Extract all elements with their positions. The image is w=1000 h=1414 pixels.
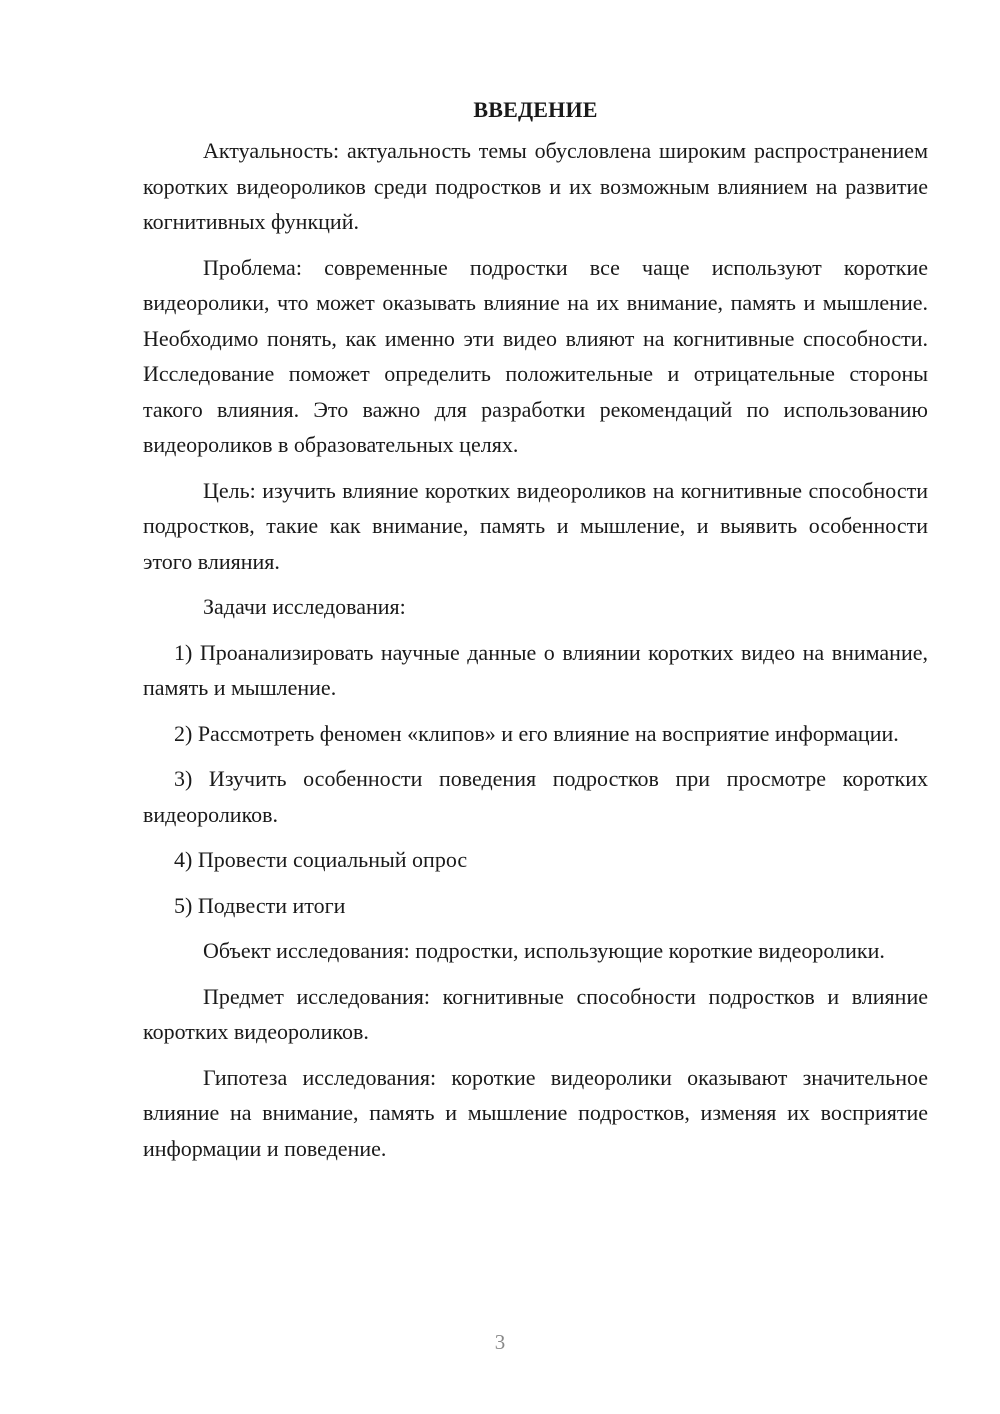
task-item-1: 1) Проанализировать научные данные о влиянии коротких видео на внимание, память и мышление. [143,639,928,700]
page-number: 3 [494,1330,506,1354]
section-title: ВВЕДЕНИЕ [473,97,598,122]
hypothesis-paragraph: Гипотеза исследования: короткие видеоролики оказывают значительное влияние на внимание, память и мышление подростков, изменяя их восприятие информации и поведение. [143,1064,928,1161]
task-item-5: 5) Подвести итоги [174,892,346,918]
document-page [143,92,928,1176]
task-item-2: 2) Рассмотреть феномен «клипов» и его влияние на восприятие информации. [174,720,899,746]
task-item-3: 3) Изучить особенности поведения подростков при просмотре коротких видеороликов. [143,766,928,827]
subject-paragraph: Предмет исследования: когнитивные способности подростков и влияние коротких видеороликов. [143,983,928,1044]
relevance-paragraph: Актуальность: актуальность темы обусловлена широким распространением коротких видеороликов среди подростков и их возможным влиянием на развитие когнитивных функций. [143,138,928,234]
task-item-4: 4) Провести социальный опрос [174,847,468,872]
goal-paragraph: Цель: изучить влияние коротких видеороликов на когнитивные способности подростков, такие как внимание, память и мышление, и выявить особенности этого влияния. [143,477,928,574]
tasks-heading: Задачи исследования: [203,594,406,619]
object-paragraph: Объект исследования: подростки, использующие короткие видеоролики. [203,938,885,963]
problem-paragraph: Проблема: современные подростки все чаще используют короткие видеоролики, что может оказывать влияние на их внимание, память и мышление. Необходимо понять, как именно эти видео влияют на когнитивные способности. Исследование поможет определить положительные и отрицательные стороны такого влияния. Это важно для разработки рекомендаций по использованию видеороликов в образовательных целях. [143,254,928,457]
